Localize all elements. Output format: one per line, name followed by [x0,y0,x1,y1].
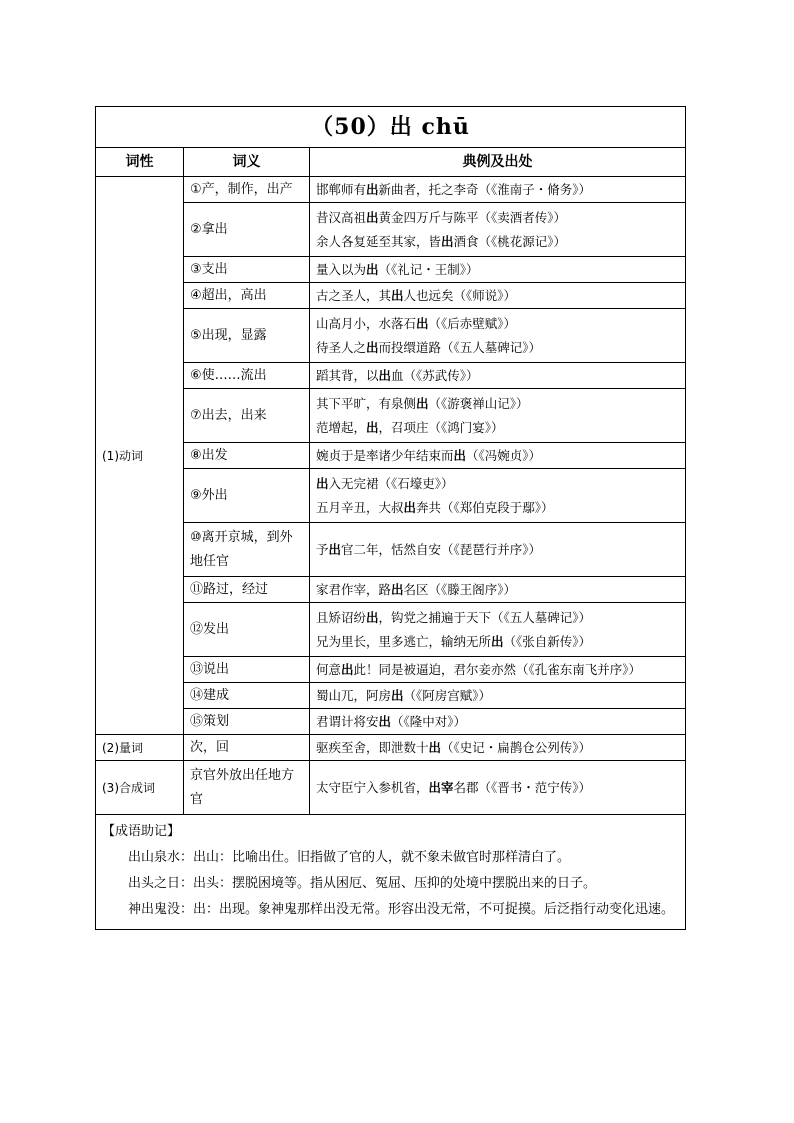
sense-examples [310,257,686,283]
sense-row [96,257,686,283]
sense-examples [310,469,686,523]
sense-row [96,469,686,523]
sense-meaning: ③支出 [184,257,310,283]
example-text: 古之圣人，其 [316,287,392,303]
sense-meaning: ②拿出 [184,203,310,257]
example-line [316,538,679,562]
sense-meaning: ⑤出现，显露 [184,309,310,363]
example-text: 且矫诏纷 [316,609,367,625]
sense-row [96,657,686,683]
example-line [316,206,679,230]
example-line [316,230,679,254]
example-keyword: 出 [316,475,329,491]
example-text: ，钩党之捕遍于天下（《五人墓碑记》） [378,609,592,625]
example-keyword: 出 [378,367,392,383]
example-text: 婉贞于是率诸少年结束而 [316,447,454,463]
example-text: 五月辛丑，大叔 [316,499,404,515]
header-pos: 词性 [96,148,184,177]
example-text: （《礼记・王制》） [378,261,479,277]
example-line [316,496,679,520]
example-keyword: 出 [366,339,379,355]
sense-row [96,709,686,735]
example-text: 人也远矣（《师说》） [403,287,517,303]
example-text: 余人各复延至其家，皆 [316,233,442,249]
sense-row [96,761,686,815]
sense-meaning: ⑨外出 [184,469,310,523]
example-line [316,336,679,360]
sense-examples [310,683,686,709]
example-text: 予 [316,541,329,557]
example-text: 太守臣宁入参机省， [316,779,429,795]
example-keyword: 出 [453,447,467,463]
example-keyword: 出 [391,287,404,303]
example-line [316,364,679,388]
sense-row [96,577,686,603]
sense-examples [310,283,686,309]
example-text: 量入以为 [316,261,367,277]
idiom-memory-aid [96,815,686,930]
sense-examples [310,657,686,683]
pos-category: (1)动词 [96,177,184,735]
dictionary-entry [95,106,685,930]
example-keyword: 出 [341,661,354,677]
example-line [316,776,679,800]
sense-row [96,523,686,577]
memory-title: 【成语助记】 [102,824,181,839]
example-line [316,416,679,440]
example-text: 入无完裙（《石壕吏》） [328,475,454,491]
memory-row [96,815,686,930]
example-text: 范增起， [316,419,367,435]
example-text: 家君作宰，路 [316,581,392,597]
sense-examples [310,177,686,203]
example-keyword: 出 [416,315,429,331]
example-line [316,472,679,496]
sense-meaning: ⑥使……流出 [184,363,310,389]
example-keyword: 出 [391,581,404,597]
example-text: 奔共（《郑伯克段于鄢》） [416,499,554,515]
example-text: 驱疾至舍，即泄数十 [316,739,429,755]
sense-meaning: ⑦出去，出来 [184,389,310,443]
sense-meaning: ⑫发出 [184,603,310,657]
example-text: 官二年，恬然自安（《琵琶行并序》） [341,541,542,557]
example-text: 山高月小，水落石 [316,315,417,331]
example-text: 酒食（《桃花源记》） [453,233,567,249]
example-line [316,684,679,708]
idiom-entry: 出山泉水：出山：比喻出仕。旧指做了官的人，就不象未做官时那样清白了。 [128,850,571,865]
example-line [316,630,679,654]
entry-title: （50）出 chū [96,107,686,148]
example-line [316,710,679,734]
example-line [316,444,679,468]
example-text: （《后赤壁赋》） [428,315,517,331]
sense-examples [310,735,686,761]
sense-examples [310,443,686,469]
example-text: （《冯婉贞》） [466,447,542,463]
example-keyword: 出 [416,395,429,411]
example-keyword: 出 [391,687,404,703]
sense-examples [310,389,686,443]
sense-row [96,309,686,363]
pos-category: (3)合成词 [96,761,184,815]
sense-meaning: 次，回 [184,735,310,761]
example-keyword: 出 [403,499,417,515]
example-line [316,658,679,682]
example-keyword: 出 [366,609,379,625]
example-text: ，召项庄（《鸿门宴》） [378,419,504,435]
sense-examples [310,309,686,363]
example-text: 蹈其背，以 [316,367,379,383]
example-keyword: 出 [491,633,504,649]
example-text: （《隆中对》） [391,713,467,729]
example-keyword: 出 [441,233,454,249]
sense-examples [310,577,686,603]
sense-row [96,603,686,657]
example-keyword: 出 [366,181,379,197]
idiom-entry: 出头之日：出头：摆脱困境等。指从困厄、冤屈、压抑的处境中摆脱出来的日子。 [128,876,597,891]
sense-meaning: ①产，制作，出产 [184,177,310,203]
sense-row [96,177,686,203]
sense-examples [310,203,686,257]
sense-row [96,683,686,709]
example-keyword: 出 [366,261,379,277]
example-text: 蜀山兀，阿房 [316,687,392,703]
sense-examples [310,761,686,815]
example-text: 名区（《滕王阁序》） [403,581,517,597]
example-line [316,736,679,760]
sense-row [96,735,686,761]
example-text: 血（《苏武传》） [391,367,479,383]
example-keyword: 出 [328,541,342,557]
sense-meaning: ⑧出发 [184,443,310,469]
example-text: 此！同是被逼迫，君尔妾亦然（《孔雀东南飞并序》） [353,661,642,677]
pos-category: (2)量词 [96,735,184,761]
header-meaning: 词义 [184,148,310,177]
example-text: 新曲者，托之李奇（《淮南子・脩务》） [378,181,592,197]
example-text: 君谓计将安 [316,713,379,729]
entry-table [95,106,686,930]
example-text: 兄为里长，里多逃亡，输纳无所 [316,633,492,649]
example-line [316,312,679,336]
example-text: （《张自新传》） [503,633,592,649]
sense-row [96,283,686,309]
idiom-entry: 神出鬼没：出：出现。象神鬼那样出没无常。形容出没无常，不可捉摸。后泛指行动变化迅速。 [128,902,675,917]
example-text: 而投缳道路（《五人墓碑记》） [378,339,542,355]
sense-meaning: ⑬说出 [184,657,310,683]
example-line [316,284,679,308]
example-line [316,578,679,602]
example-text: （《阿房宫赋》） [403,687,492,703]
example-line [316,258,679,282]
sense-meaning: ⑩离开京城，到外地任官 [184,523,310,577]
example-keyword: 出 [378,713,392,729]
sense-examples [310,363,686,389]
example-keyword: 出 [428,739,442,755]
sense-examples [310,523,686,577]
header-examples: 典例及出处 [310,148,686,177]
sense-examples [310,603,686,657]
sense-row [96,363,686,389]
sense-meaning: 京官外放出任地方官 [184,761,310,815]
sense-row [96,389,686,443]
example-text: 邯郸师有 [316,181,367,197]
example-keyword: 出宰 [428,779,454,795]
sense-row [96,203,686,257]
example-text: 待圣人之 [316,339,367,355]
example-line [316,392,679,416]
sense-meaning: ⑭建成 [184,683,310,709]
sense-examples [310,709,686,735]
example-keyword: 出 [366,419,379,435]
example-text: （《游褒禅山记》） [428,395,529,411]
example-text: 黄金四万斤与陈平（《卖酒者传》） [378,209,567,225]
example-text: 其下平旷，有泉侧 [316,395,417,411]
sense-meaning: ⑪路过，经过 [184,577,310,603]
sense-meaning: ⑮策划 [184,709,310,735]
example-text: 何意 [316,661,342,677]
example-line [316,606,679,630]
example-text: （《史记・扁鹊仓公列传》） [441,739,592,755]
example-text: 名郡（《晋书・范宁传》） [453,779,592,795]
example-line [316,178,679,202]
sense-row [96,443,686,469]
sense-meaning: ④超出，高出 [184,283,310,309]
example-keyword: 出 [366,209,379,225]
example-text: 昔汉高祖 [316,209,367,225]
